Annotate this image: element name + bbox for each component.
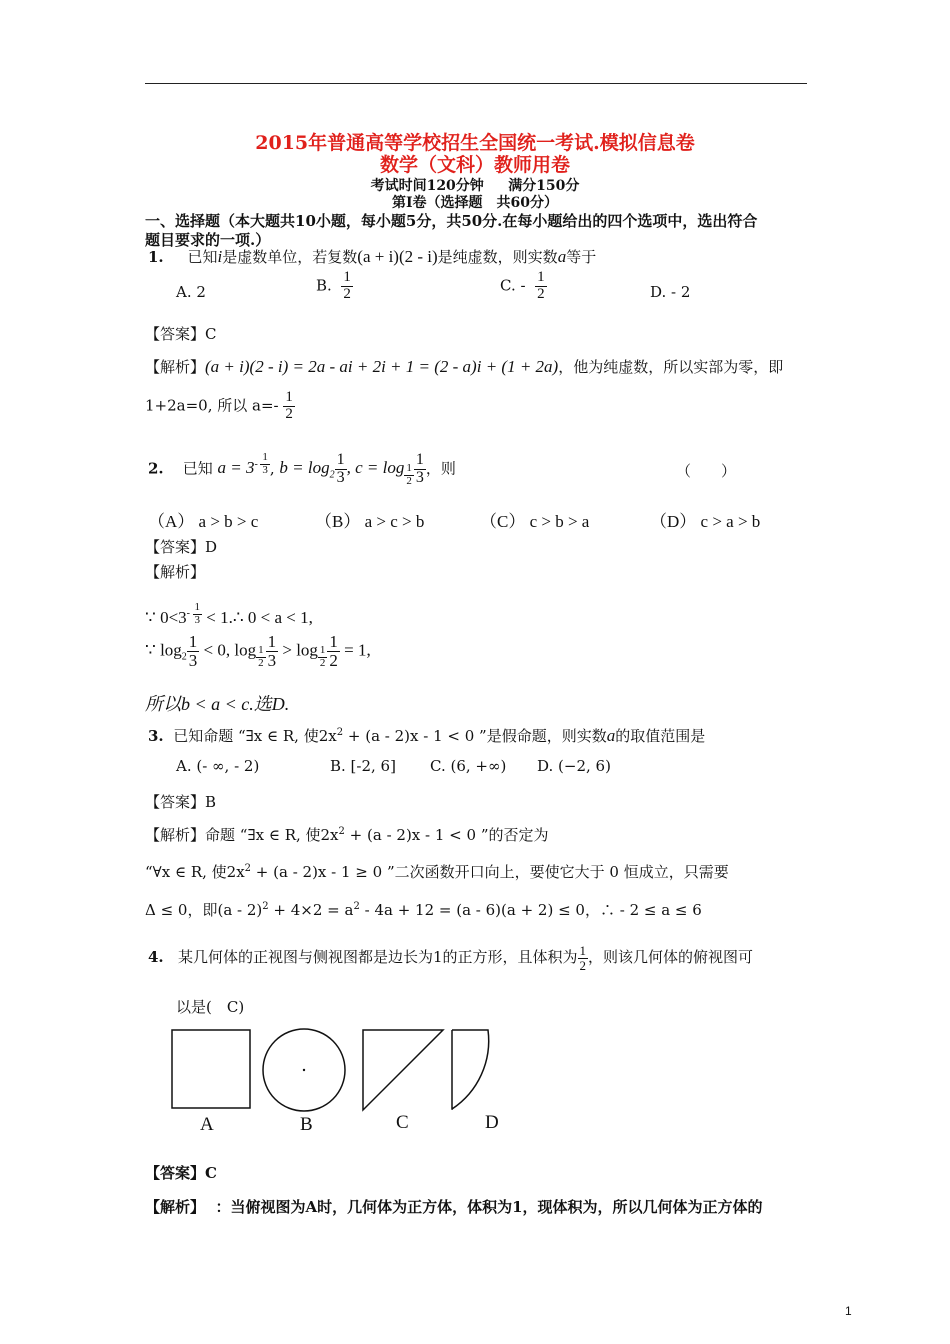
- section-heading-cont: 题目要求的一项.）: [145, 231, 271, 249]
- figure-square-a: [172, 1030, 250, 1108]
- section-heading: 一、选择题（本大题共10小题，每小题5分，共50分.在每小题给出的四个选项中，选出符合: [145, 212, 758, 230]
- q2-option-d: （D） c > a > b: [650, 512, 761, 531]
- exam-time: 考试时间120分钟: [370, 178, 484, 194]
- q4-line2: 以是( C): [176, 998, 245, 1016]
- q2-option-a: （A） a > b > c: [148, 512, 259, 531]
- q4-figure: [160, 1020, 520, 1140]
- question-2: 2. 已知 $a = 3^{- \frac{1}{3}}$ , $b = \log_2$ $\frac{1}{3}$ , c = log $_{\frac{1}{2}}$ $\frac{1}{3}$ ，则: [148, 451, 456, 487]
- q2-analysis-line2: ∵ $\log_2$ $\frac{1}{3}$ < 0, log $_{\frac{1}{2}}$ $\frac{1}{3}$ > log $_{\frac{1}{2}}$ $\frac{1}{2}$ = 1,: [145, 632, 371, 670]
- figure-triangle-c: [363, 1030, 443, 1110]
- q1-option-c: C. - $\frac{1}{2}$: [500, 269, 545, 302]
- q1-option-b: B. $\frac{1}{2}$: [316, 269, 351, 302]
- figure-label-c: C: [396, 1112, 409, 1133]
- q2-option-c: （C） c > b > a: [480, 512, 590, 531]
- figure-quarter-circle-d: [452, 1030, 489, 1109]
- q2-option-b: （B） a > c > b: [315, 512, 425, 531]
- q4-analysis: 【解析】 ：当俯视图为A时，几何体为正方体，体积为1，现体积为，所以几何体为正方体的: [145, 1198, 763, 1216]
- q1-analysis-line2: 1+2a=0, 所以 a=- $\frac{1}{2}$: [145, 389, 293, 422]
- q1-analysis: 【解析】(a + i)(2 - i) = 2a - ai + 2i + 1 = (2 - a)i + (1 + 2a)，他为纯虚数，所以实部为零，即: [145, 357, 784, 376]
- q3-analysis-line1: 【解析】命题 “∃x ∈ R, 使$2x^2 + (a - 2)x - 1 < 0$ ”的否定为: [145, 826, 549, 844]
- header-rule: [145, 83, 807, 84]
- figure-label-d: D: [485, 1112, 499, 1133]
- page-number: 1: [845, 1304, 852, 1318]
- figure-label-a: A: [200, 1114, 214, 1135]
- q2-analysis-line3: 所以b < a < c.选D.: [145, 694, 290, 714]
- full-score: 满分150分: [508, 178, 580, 194]
- q3-option-d: D. (−2, 6): [537, 757, 611, 775]
- q3-option-a: A. (- ∞, - 2): [176, 757, 260, 775]
- q3-analysis-line3: Δ ≤ 0，即$(a - 2)^2 + 4\times 2 = a^2 - 4a + 12 = (a - 6)(a + 2) \le 0$，∴ - 2 ≤ a ≤ 6: [145, 901, 702, 919]
- figure-circle-center: [303, 1069, 305, 1071]
- question-4: 4. 某几何体的正视图与侧视图都是边长为1的正方形，且体积为 $\frac{1}{2}$ ，则该几何体的俯视图可: [148, 943, 754, 973]
- document-title: 2015年普通高等学校招生全国统一考试.模拟信息卷: [255, 132, 695, 154]
- question-3: 3. 已知命题 “∃x ∈ R, 使$2x^2 + (a - 2)x - 1 < 0$ ”是假命题，则实数a的取值范围是: [148, 726, 706, 745]
- q2-analysis-label: 【解析】: [145, 563, 206, 581]
- q2-answer: 【答案】D: [145, 538, 218, 556]
- q4-answer: 【答案】C: [145, 1164, 217, 1182]
- q3-answer: 【答案】B: [145, 793, 217, 811]
- question-1: 1. 已知i是虚数单位，若复数(a + i)(2 - i)是纯虚数，则实数a等于: [148, 247, 597, 266]
- part-title: 第I卷（选择题 共60分）: [391, 195, 559, 211]
- q1-option-a: A. 2: [176, 283, 206, 301]
- q2-analysis-line1: ∵ $0<3^{- \frac{1}{3}}$ < 1.∴ 0 < a < 1,: [145, 601, 313, 627]
- q3-option-c: C. (6, +∞): [430, 757, 507, 775]
- q1-option-d: D. - 2: [650, 283, 691, 301]
- q3-option-b: B. [-2, 6]: [330, 757, 396, 775]
- document-subtitle: 数学（文科）教师用卷: [379, 154, 570, 176]
- q1-answer: 【答案】C: [145, 325, 217, 343]
- figure-label-b: B: [300, 1114, 313, 1135]
- q2-answer-paren: （ ）: [676, 462, 737, 480]
- q3-analysis-line2: “∀x ∈ R, 使$2x^2 + (a - 2)x - 1 \ge 0$ ”二次函数开口向上，要使它大于 0 恒成立，只需要: [145, 863, 729, 881]
